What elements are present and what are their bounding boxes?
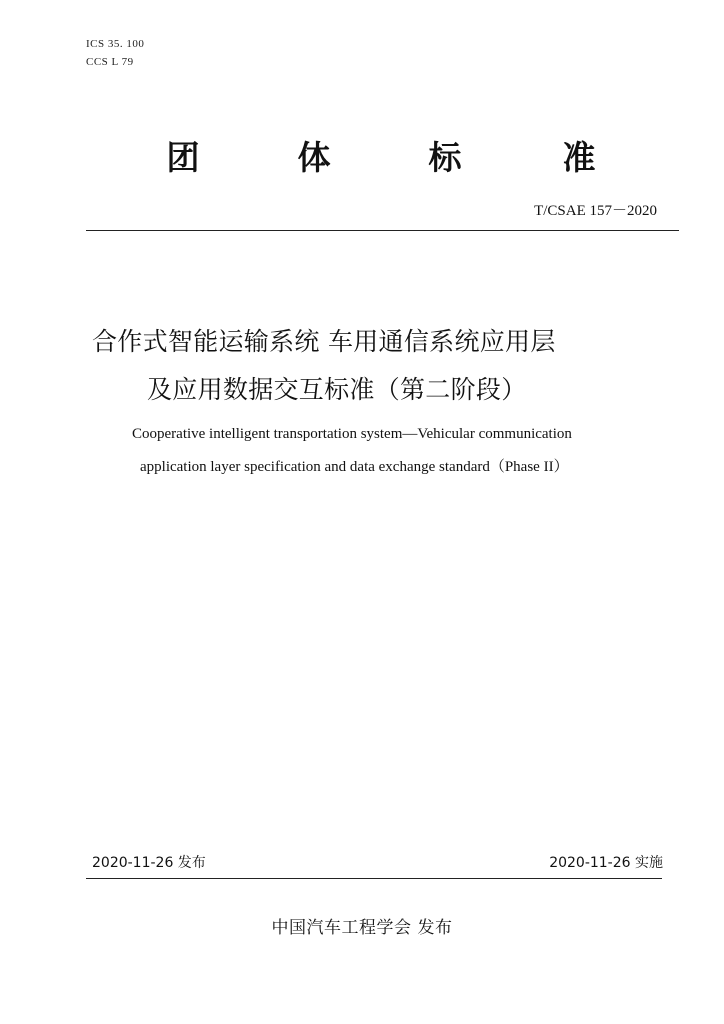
standard-category-char: 体 <box>297 138 331 177</box>
standard-number: T/CSAE 157－2020 <box>534 203 657 219</box>
title-en-line-2: application layer specification and data exchange standard（Phase II） <box>140 459 569 475</box>
header-divider <box>86 230 679 231</box>
standard-category-char: 标 <box>428 138 462 177</box>
ics-code: ICS 35. 100 <box>86 38 145 50</box>
title-zh-line-1: 合作式智能运输系统 车用通信系统应用层 <box>92 327 556 356</box>
standard-category-char: 准 <box>562 138 596 177</box>
ccs-code: CCS L 79 <box>86 56 134 68</box>
issue-date: 2020-11-26 发布 <box>92 855 206 871</box>
implementation-date: 2020-11-26 实施 <box>549 855 663 871</box>
publisher: 中国汽车工程学会 发布 <box>271 918 453 938</box>
standard-category-char: 团 <box>166 138 200 177</box>
title-en-line-1: Cooperative intelligent transportation system—Vehicular communication <box>132 426 572 442</box>
title-zh-line-2: 及应用数据交互标准（第二阶段） <box>147 375 527 404</box>
footer-divider <box>86 878 662 879</box>
